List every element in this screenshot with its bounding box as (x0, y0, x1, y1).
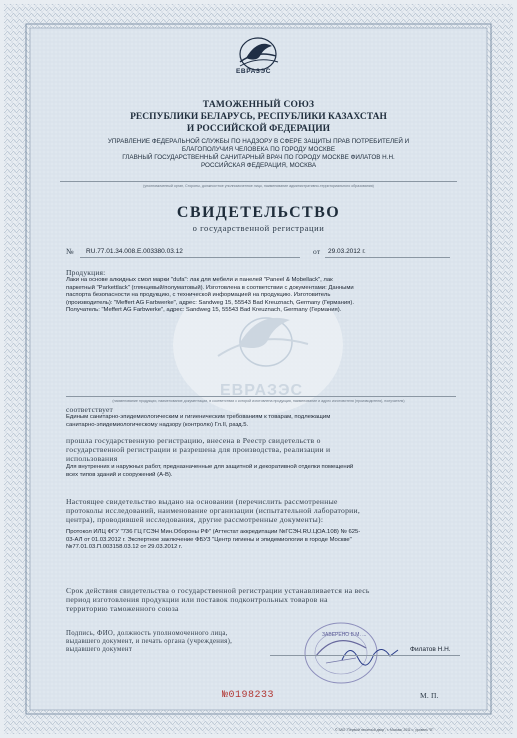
form-serial-number: №0198233 (222, 690, 275, 701)
certificate-title: СВИДЕТЕЛЬСТВО (176, 204, 341, 221)
compliance-label: соответствует (66, 405, 113, 414)
signature-caption-line: Подпись, ФИО, должность уполномоченного лица, (66, 630, 228, 637)
authority-caption: (уполномоченный орган, Стороны, должностное уполномоченное лицо, наименование административно-территориального образования) (143, 184, 374, 188)
usage-line: Для внутренних и наружных работ, предназначенные для защитной и декоративной отделки помещений (66, 464, 354, 470)
signatory-name: Филатов Н.Н. (410, 646, 451, 653)
printer-footer: © ЗАО "Первый печатный двор", г. Москва, 2011 г., уровень "Б" (335, 728, 434, 732)
seal-place: М. П. (420, 691, 439, 700)
union-title-line-1: ТАМОЖЕННЫЙ СОЮЗ (202, 100, 315, 110)
compliance-text (66, 414, 456, 429)
signature-caption-line: выдавшего документ (66, 646, 133, 654)
product-line: (производитель): "Meffert AG Farbwerke", адрес: Sandweg 15, 55543 Bad Kreuznach, Germany (Германия). (66, 299, 354, 306)
usage-text (66, 464, 456, 479)
basis-documents (66, 529, 456, 552)
registration-number: RU.77.01.34.008.E.003380.03.12 (86, 248, 183, 255)
union-title-line-2: РЕСПУБЛИКИ БЕЛАРУСЬ, РЕСПУБЛИКИ КАЗАХСТАН (130, 112, 387, 122)
authority-line-2: БЛАГОПОЛУЧИЯ ЧЕЛОВЕКА ПО ГОРОДУ МОСКВЕ (181, 146, 336, 153)
product-line: паркетный "Parkettlack" (глянцевый/полуматовый). Изготовлена в соответствии с документами: Данными (66, 284, 354, 291)
basis-line: центра), проводившей исследования, другие рассмотренные документы): (66, 515, 324, 525)
product-line: паспорта безопасности на продукцию, с технической информацией на продукцию. Изготовитель (66, 292, 331, 298)
number-label: № (66, 247, 74, 256)
product-caption: (наименование продукции, наименование документации, в соответствии с которой изготовлена продукция, наименование и адрес изготовителя (производителя), получателя) (112, 399, 405, 403)
registration-statement (66, 436, 456, 464)
registration-date: 29.03.2012 г. (328, 248, 366, 255)
authority-line-1: УПРАВЛЕНИЕ ФЕДЕРАЛЬНОЙ СЛУЖБЫ ПО НАДЗОРУ В СФЕРЕ ЗАЩИТЫ ПРАВ ПОТРЕБИТЕЛЕЙ И (107, 138, 410, 145)
validity-line: период изготовления продукции или поставок подконтрольных товаров на (66, 595, 328, 605)
validity-statement (66, 586, 456, 614)
certificate-subtitle: о государственной регистрации (192, 223, 325, 233)
registration-line: использования (66, 454, 118, 464)
authority-line-3: ГЛАВНЫЙ ГОСУДАРСТВЕННЫЙ САНИТАРНЫЙ ВРАЧ ПО ГОРОДУ МОСКВЕ ФИЛАТОВ Н.Н. (122, 154, 395, 161)
usage-line: всех типов зданий и сооружений (А-В). (66, 471, 173, 478)
compliance-line: Единым санитарно-эпидемиологическим и гигиеническим требованиям к товарам, подлежащим (66, 414, 331, 420)
product-line: Лаки на основе алкидных смол марки "dufa": лак для мебели и панелей "Paneel & Mobellack", лак (66, 277, 333, 283)
product-rule (66, 396, 456, 397)
registration-line: прошла государственную регистрацию, внесена в Реестр свидетельств о (66, 436, 321, 445)
authority-rule (60, 181, 457, 182)
union-title-line-3: И РОССИЙСКОЙ ФЕДЕРАЦИИ (186, 124, 331, 134)
stamp-text: ЗАВЕРЕНО В.М. ... (322, 632, 367, 638)
authority-line-4: РОССИЙСКАЯ ФЕДЕРАЦИЯ, МОСКВА (200, 162, 317, 169)
signature-caption-line: выдавшего документ, и печать органа (учреждения), (66, 638, 233, 646)
basis-statement (66, 497, 456, 525)
product-label: Продукция: (66, 268, 106, 277)
validity-line: Срок действия свидетельства о государственной регистрации устанавливается на весь (66, 586, 370, 595)
date-rule (325, 257, 450, 258)
validity-line: территорию таможенного союза (66, 604, 179, 614)
basis-document-line: №77.01.03.П.003158.03.12 от 29.03.2012 г. (66, 544, 183, 550)
basis-document-line: 03-АЛ от 01.03.2012 г. Экспертное заключение ФБУЗ "Центр гигиены и эпидемиологии в городе Москве" (66, 536, 352, 543)
emblem-label: ЕВРАЗЭС (236, 68, 272, 75)
product-description (66, 277, 456, 315)
registration-line: государственной регистрации и разрешена для производства, реализации и (66, 445, 331, 455)
basis-line: протоколы исследований, наименование организации (испытательной лаборатории, (66, 506, 361, 516)
number-rule (80, 257, 300, 258)
product-line: Получатель: "Meffert AG Farbwerke", адрес: Sandweg 15, 55543 Bad Kreuznach, Germany (Германия). (66, 307, 342, 313)
basis-line: Настоящее свидетельство выдано на основании (перечислить рассмотренные (66, 497, 338, 506)
signature-caption (66, 630, 266, 655)
basis-document-line: Протокол ИЛЦ ФГУ "736 ГЦ ГСЭН Мин.Обороны РФ" (Аттестат аккредитации №ГСЭН.RU.ЦОА.108) № 625- (66, 529, 361, 535)
date-label: от (313, 247, 321, 256)
watermark-label: ЕВРАЗЭС (220, 382, 304, 399)
signature-rule (270, 655, 460, 656)
compliance-line: санитарно-эпидемиологическому надзору (контролю) Гл.II, разд.5. (66, 421, 249, 428)
